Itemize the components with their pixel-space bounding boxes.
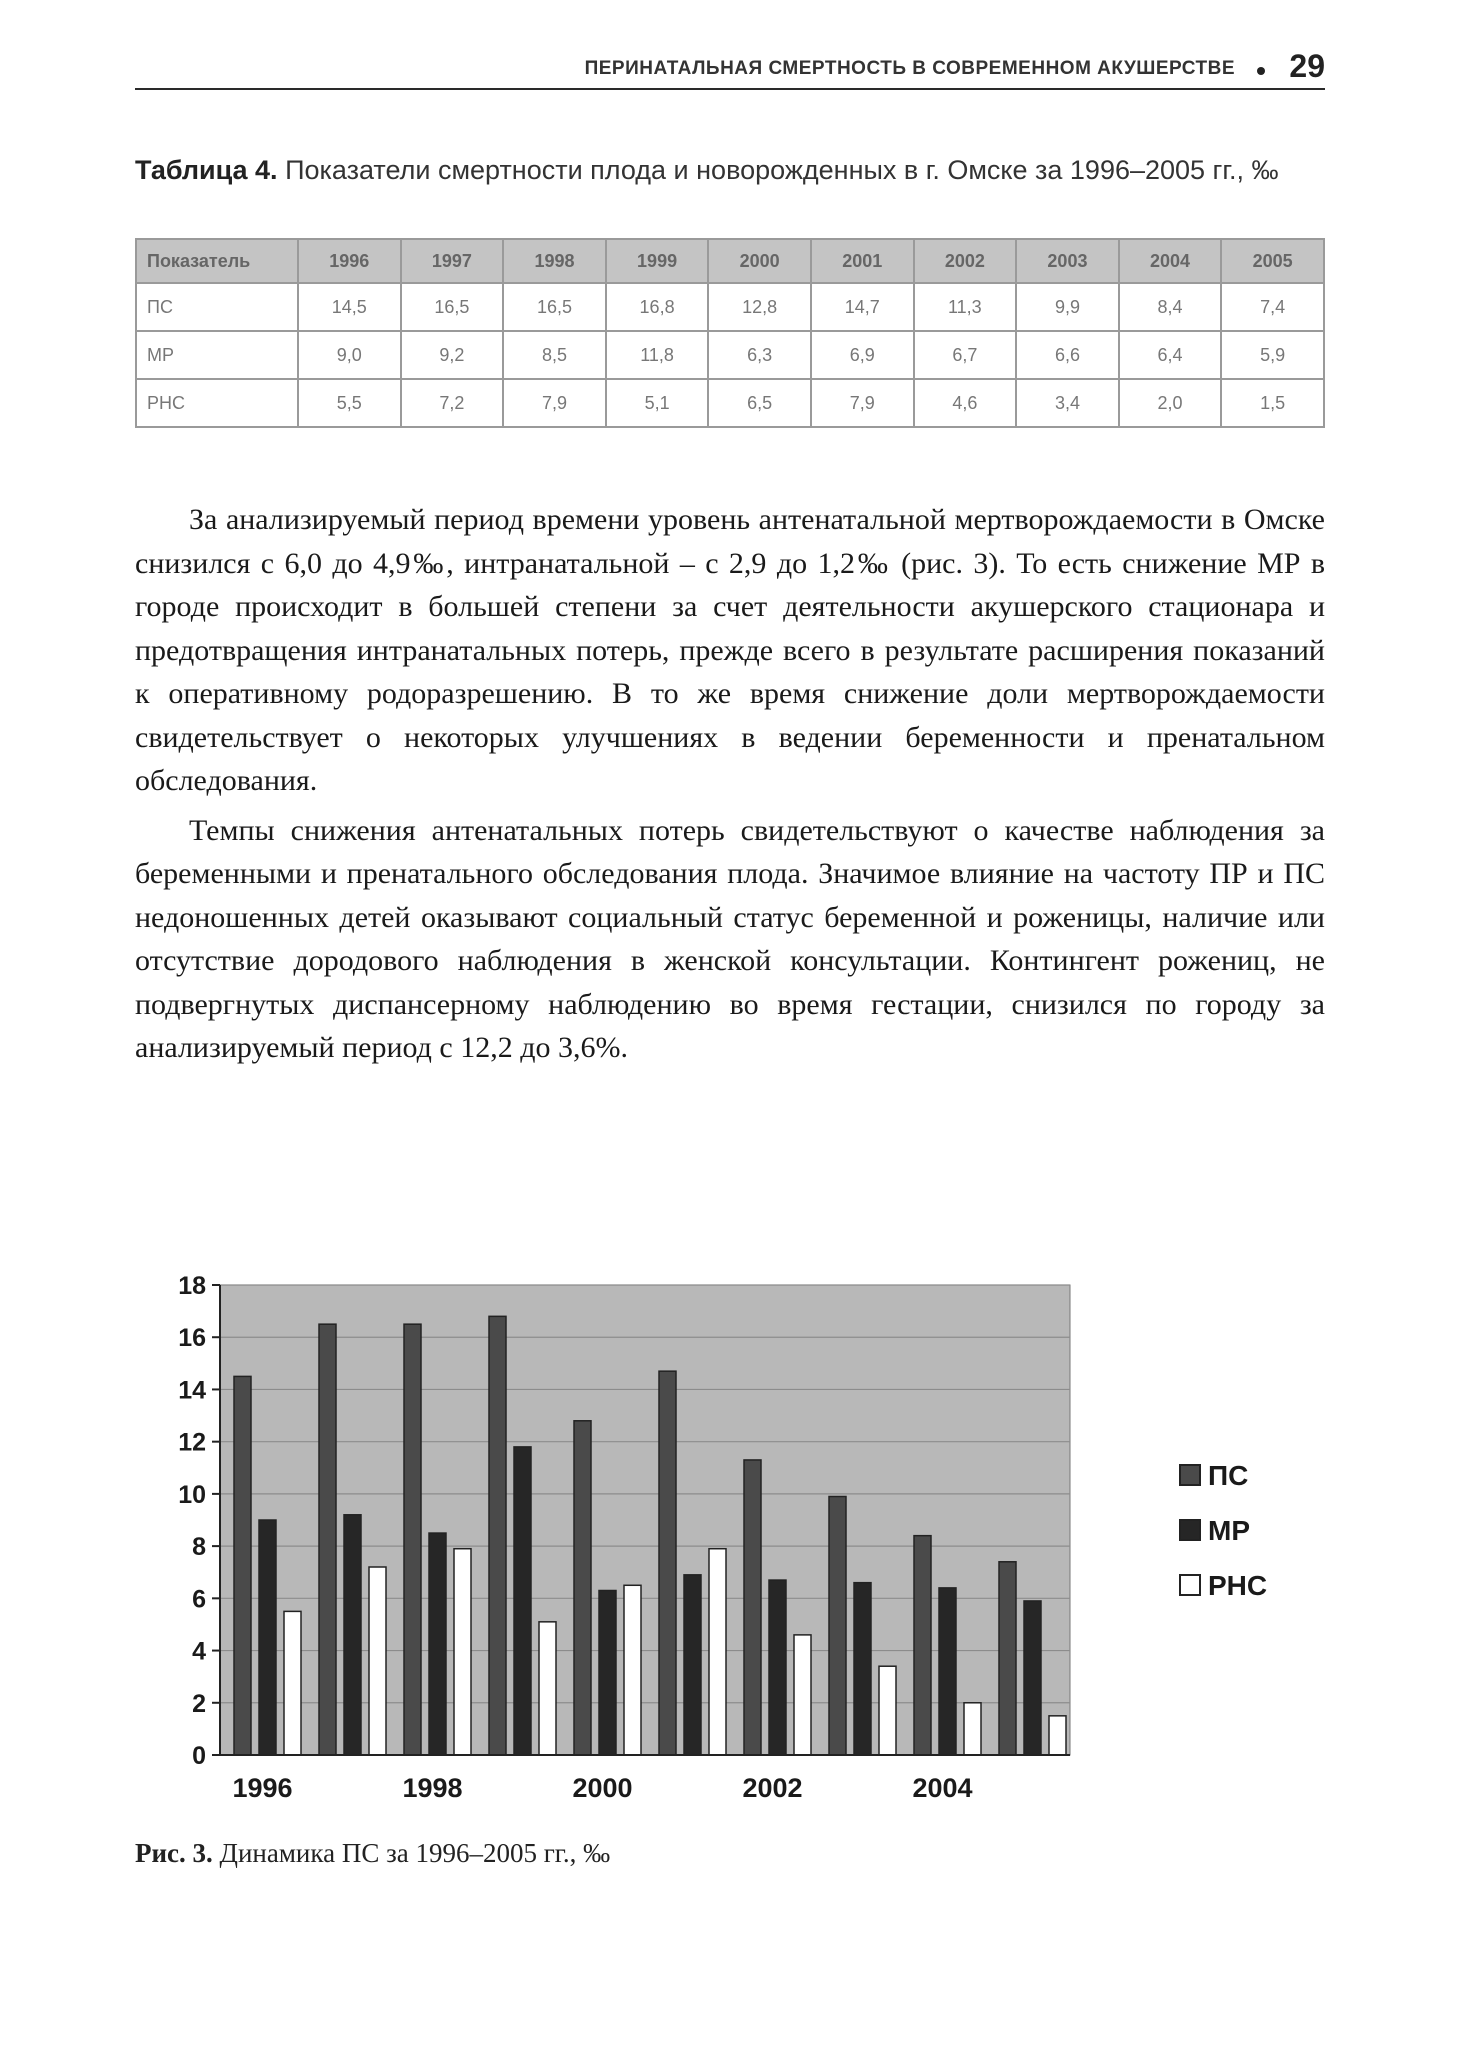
table-cell: 5,1 [606, 379, 709, 427]
y-tick-label: 10 [178, 1480, 206, 1509]
figure-label: Рис. 3. [135, 1838, 213, 1868]
table-cell: 12,8 [708, 283, 811, 331]
column-header: 2000 [708, 239, 811, 283]
legend-label: МР [1208, 1515, 1250, 1546]
legend-label: ПС [1208, 1460, 1249, 1491]
column-header: 1998 [503, 239, 606, 283]
table-row [136, 379, 1324, 427]
bar [854, 1583, 871, 1755]
bar [404, 1324, 421, 1755]
running-title: ПЕРИНАТАЛЬНАЯ СМЕРТНОСТЬ В СОВРЕМЕННОМ АКУШЕРСТВЕ [584, 58, 1235, 79]
table-cell: 1,5 [1221, 379, 1324, 427]
x-tick-label: 1998 [402, 1773, 463, 1803]
figure-caption-text: Динамика ПС за 1996–2005 гг., ‰ [219, 1838, 611, 1868]
body-text [135, 498, 1325, 1076]
table-caption-text: Показатели смертности плода и новорожденных в г. Омске за 1996–2005 гг., ‰ [285, 155, 1279, 185]
table-cell: 9,9 [1016, 283, 1119, 331]
table-cell: 7,9 [503, 379, 606, 427]
y-tick-label: 0 [192, 1742, 206, 1770]
column-header: 1999 [606, 239, 709, 283]
table-cell: 2,0 [1119, 379, 1222, 427]
bar [879, 1666, 896, 1755]
bar [964, 1703, 981, 1755]
table-cell: 6,6 [1016, 331, 1119, 379]
bar [454, 1549, 471, 1755]
legend-label: РНС [1208, 1570, 1268, 1601]
table-cell: 9,0 [298, 331, 401, 379]
y-tick-label: 18 [178, 1272, 206, 1300]
paragraph: Темпы снижения антенатальных потерь свидетельствуют о качестве наблюдения за беременными и пренатального обследования плода. Значимое влияние на частоту ПР и ПС недоношенных детей оказывают социальный статус беременной и роженицы, наличие или отсутствие дородового наблюдения в женской консультации. Контингент рожениц, не подвергнутых диспансерному наблюдению во время гестации, снизился по городу за анализируемый период с 12,2 до 3,6%. [135, 813, 1325, 1064]
bar [659, 1371, 676, 1755]
table-cell: 7,4 [1221, 283, 1324, 331]
x-tick-label: 2004 [912, 1773, 973, 1803]
bar [234, 1376, 251, 1755]
ps-dynamics-chart [150, 1270, 1330, 1810]
bar [344, 1515, 361, 1755]
bar [999, 1562, 1016, 1755]
table-caption [135, 150, 1325, 190]
x-tick-label: 2000 [572, 1773, 633, 1803]
column-header: Показатель [136, 239, 298, 283]
mortality-table [135, 238, 1325, 428]
column-header: 2002 [914, 239, 1017, 283]
table-cell: 6,3 [708, 331, 811, 379]
bar [914, 1536, 931, 1755]
bar [259, 1520, 276, 1755]
bar [769, 1580, 786, 1755]
column-header: 2001 [811, 239, 914, 283]
bar [369, 1567, 386, 1755]
table-cell: 6,9 [811, 331, 914, 379]
y-tick-label: 4 [192, 1637, 206, 1666]
bar [284, 1611, 301, 1755]
separator-dot-icon [1257, 67, 1265, 75]
table-cell: 6,4 [1119, 331, 1222, 379]
table-cell: 3,4 [1016, 379, 1119, 427]
table-header-row [136, 239, 1324, 283]
bar [514, 1447, 531, 1755]
bar [1024, 1601, 1041, 1755]
table-row [136, 283, 1324, 331]
y-tick-label: 12 [178, 1428, 206, 1457]
table-cell: 9,2 [401, 331, 504, 379]
column-header: 1996 [298, 239, 401, 283]
y-tick-label: 2 [192, 1689, 206, 1718]
bar [599, 1591, 616, 1756]
bar [574, 1421, 591, 1755]
column-header: 2003 [1016, 239, 1119, 283]
legend-swatch [1180, 1520, 1200, 1540]
bar [539, 1622, 556, 1755]
table-cell: 14,7 [811, 283, 914, 331]
table-cell: 16,5 [503, 283, 606, 331]
table-label: Таблица 4. [135, 155, 278, 185]
row-label: ПС [136, 283, 298, 331]
table-cell: 16,5 [401, 283, 504, 331]
x-tick-label: 2002 [742, 1773, 803, 1803]
table-cell: 11,8 [606, 331, 709, 379]
bar [489, 1316, 506, 1755]
bar [744, 1460, 761, 1755]
bar [1049, 1716, 1066, 1755]
figure-caption [135, 1838, 610, 1869]
bar [794, 1635, 811, 1755]
table-cell: 4,6 [914, 379, 1017, 427]
bar [429, 1533, 446, 1755]
table-cell: 8,4 [1119, 283, 1222, 331]
legend-swatch [1180, 1465, 1200, 1485]
running-head [135, 48, 1325, 90]
row-label: РНС [136, 379, 298, 427]
bar [709, 1549, 726, 1755]
bar [829, 1497, 846, 1756]
table-cell: 11,3 [914, 283, 1017, 331]
table-cell: 16,8 [606, 283, 709, 331]
table-cell: 8,5 [503, 331, 606, 379]
table-cell: 5,5 [298, 379, 401, 427]
table-cell: 5,9 [1221, 331, 1324, 379]
table-cell: 7,9 [811, 379, 914, 427]
legend-swatch [1180, 1575, 1200, 1595]
y-tick-label: 16 [178, 1324, 206, 1353]
column-header: 1997 [401, 239, 504, 283]
page-number: 29 [1289, 48, 1325, 84]
table-cell: 6,7 [914, 331, 1017, 379]
column-header: 2004 [1119, 239, 1222, 283]
bar [684, 1575, 701, 1755]
bar [939, 1588, 956, 1755]
table-cell: 6,5 [708, 379, 811, 427]
paragraph: За анализируемый период времени уровень антенатальной мертворождаемости в Омске снизился с 6,0 до 4,9‰, интранатальной – с 2,9 до 1,2‰ (рис. 3). То есть снижение МР в городе происходит в большей степени за счет деятельности акушерского стационара и предотвращения интранатальных потерь, прежде всего в результате расширения показаний к оперативному родоразрешению. В то же время снижение доли мертворождаемости свидетельствует о некоторых улучшениях в ведении беременности и пренатальном обследования. [135, 503, 1325, 797]
bar [624, 1585, 641, 1755]
column-header: 2005 [1221, 239, 1324, 283]
bar [319, 1324, 336, 1755]
row-label: МР [136, 331, 298, 379]
y-tick-label: 14 [178, 1376, 206, 1405]
table-cell: 14,5 [298, 283, 401, 331]
y-tick-label: 6 [192, 1585, 206, 1614]
table-cell: 7,2 [401, 379, 504, 427]
table-row [136, 331, 1324, 379]
y-tick-label: 8 [192, 1533, 206, 1562]
x-tick-label: 1996 [232, 1773, 293, 1803]
